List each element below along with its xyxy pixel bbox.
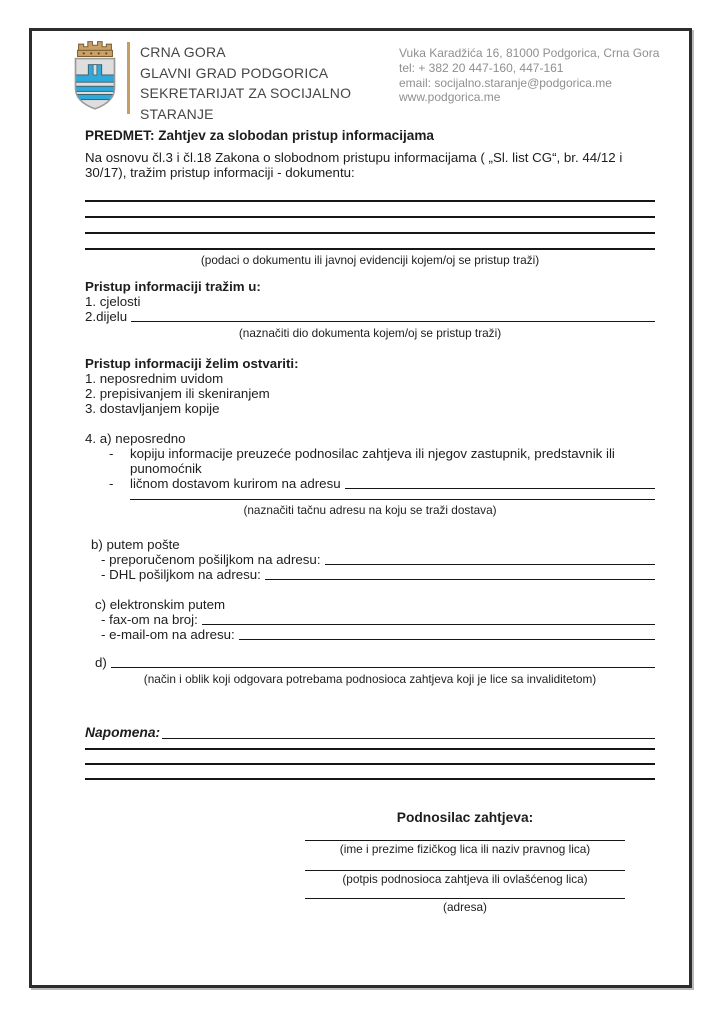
section-4c-item-2 [101,627,655,642]
section-4b-item-2-label: - DHL pošiljkom na adresu: [101,567,261,582]
contact-info [399,46,659,105]
org-line: CRNA GORA [140,44,226,60]
contact-website: www.podgorica.me [399,90,501,105]
writing-line [111,655,655,668]
org-line: GLAVNI GRAD PODGORICA [140,64,329,81]
access-form-caption: (naznačiti dio dokumenta kojem/oj se pristup traži) [238,326,502,340]
contact-email: email: socijalno.staranje@podgorica.me [399,75,612,90]
access-way-item-1: 1. neposrednim uvidom [85,371,224,386]
header-divider [127,42,130,114]
writing-line [265,567,655,580]
writing-line [85,765,655,780]
signature-caption-name: (ime i prezime fizičkog lica ili naziv pravnog lica) [339,842,591,856]
writing-line [202,612,655,625]
signature-caption-sign: (potpis podnosioca zahtjeva ili ovlašćenog lica) [342,872,588,886]
contact-phone: tel: + 382 20 447-160, 447-161 [399,60,564,75]
section-4b-item-1 [101,552,655,567]
section-4b-items [85,552,655,582]
writing-line [85,234,655,250]
section-4c-item-2-label: - e-mail-om na adresu: [101,627,235,642]
section-4b-item-1-label: - preporučenom pošiljkom na adresu: [101,552,321,567]
form-body [85,120,655,914]
section-4d-label: d) [95,655,107,670]
dash-bullet: - [109,476,114,491]
access-form-title: Pristup informaciji tražim u: [85,279,261,294]
subject-line: PREDMET: Zahtjev za slobodan pristup informacijama [85,128,434,143]
writing-line [162,725,655,739]
note-write-lines [85,742,655,780]
signature-line-sign [305,870,625,871]
section-4a-bullet-1 [85,446,655,476]
section-4c-title: c) elektronskim putem [95,597,226,612]
dash-bullet: - [109,446,114,461]
section-4d [85,655,655,670]
section-4a-bullet-1-text: kopiju informacije preuzeće podnosilac zahtjeva ili njegov zastupnik, predstavnik ili punomoćnik [130,446,615,476]
writing-line [85,750,655,765]
writing-line [239,627,655,640]
access-way-item-3: 3. dostavljanjem kopije [85,401,220,416]
writing-line [325,552,655,565]
writing-line [130,499,655,500]
org-line: STARANJE [140,105,214,122]
note-label: Napomena: [85,725,161,740]
section-4c-item-1-label: - fax-om na broj: [101,612,198,627]
writing-line [85,186,655,202]
writing-line [85,202,655,218]
section-4a-bullet-2-label: ličnom dostavom kurirom na adresu [130,476,341,491]
writing-line [85,742,655,750]
section-4a-caption: (naznačiti tačnu adresu na koju se traži dostava) [243,503,497,517]
access-form-item-1: 1. cjelosti [85,294,141,309]
section-4c-item-1 [101,612,655,627]
access-form-item-2 [85,309,655,324]
signature-line-address [305,898,625,899]
writing-line [85,218,655,234]
document-caption: (podaci o dokumentu ili javnoj evidenciji kojem/oj se pristup traži) [200,253,540,267]
section-4a-bullet-2 [85,476,655,491]
writing-line [131,309,655,322]
section-4c-items [85,612,655,642]
section-4b-title: b) putem pošte [91,537,180,552]
organization-name [140,42,351,124]
contact-address: Vuka Karadžića 16, 81000 Podgorica, Crna Gora [399,46,660,60]
signature-title: Podnosilac zahtjeva: [396,810,534,825]
document-write-lines [85,186,655,250]
signature-line-name [305,840,625,841]
signature-caption-address: (adresa) [443,900,487,914]
section-4b-item-2 [101,567,655,582]
section-4d-caption: (način i oblik koji odgovara potrebama podnosioca zahtjeva koji je lice sa invaliditetom) [143,672,597,686]
podgorica-coat-of-arms-icon [66,37,124,115]
access-way-item-2: 2. prepisivanjem ili skeniranjem [85,386,270,401]
org-line: SEKRETARIJAT ZA SOCIJALNO [140,85,352,101]
access-form-item-2-label: 2.dijelu [85,309,128,324]
section-4a-title: 4. a) neposredno [85,431,186,446]
note-row [85,725,655,741]
writing-line [345,476,655,489]
access-way-title: Pristup informaciji želim ostvariti: [85,356,299,371]
signature-block [305,810,625,914]
intro-paragraph: Na osnovu čl.3 i čl.18 Zakona o slobodnom pristupu informacijama ( „Sl. list CG“, br. 44/12 i 30/17), tražim pristup informaciji - dokumentu: [85,150,623,180]
